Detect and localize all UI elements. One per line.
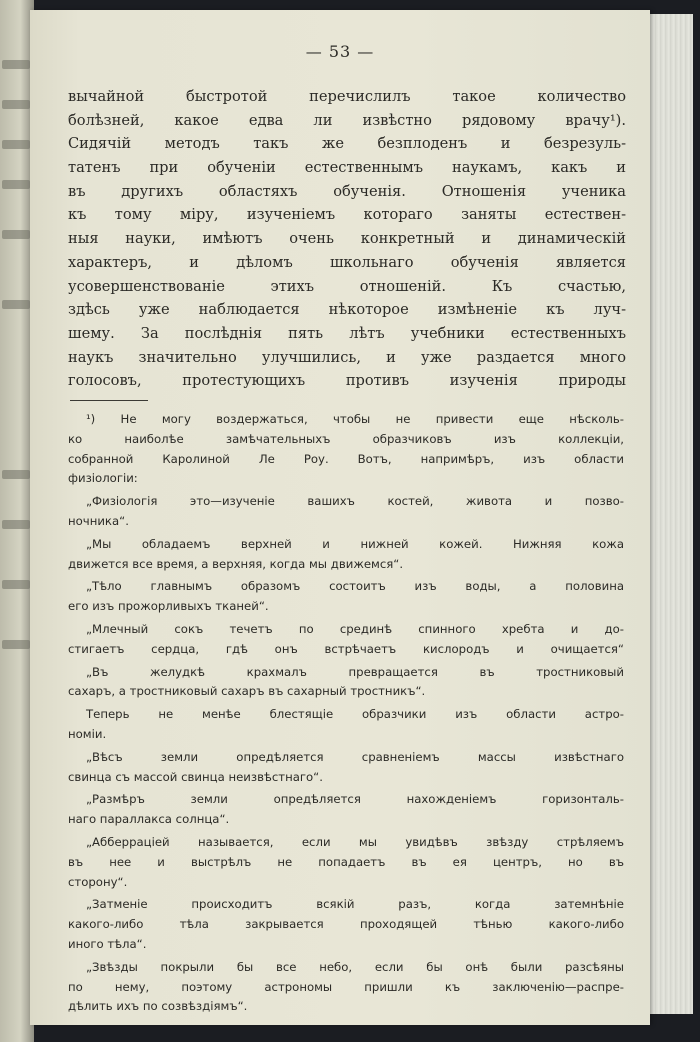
facing-page-text-fragment: [2, 230, 30, 239]
footnote-line: свинца съ массой свинца неизвѣстнаго“.: [68, 769, 323, 784]
facing-page-text-fragment: [2, 140, 30, 149]
footnote-line: „Млечный сокъ течетъ по срединѣ спинного хребта и до-: [86, 621, 624, 636]
facing-page-text-fragment: [2, 60, 30, 69]
text-line: татенъ при обученіи естественнымъ наукамъ, какъ и: [68, 159, 626, 177]
facing-page-text-fragment: [2, 580, 30, 589]
text-line: вычайной быстротой перечислилъ такое количество: [68, 88, 626, 105]
footnote-line: сторону“.: [68, 874, 128, 889]
footnote-line: „Затменіе происходитъ всякій разъ, когда затемнѣніе: [86, 897, 624, 912]
footnote-line: „Вѣсъ земли опредѣляется сравненіемъ массы извѣстнаго: [86, 749, 624, 764]
footnote-line: „Тѣло главнымъ образомъ состоитъ изъ воды, а половина: [86, 579, 624, 594]
facing-page-text-fragment: [2, 300, 30, 309]
footnote-line: ¹) Не могу воздержаться, чтобы не привести еще нѣсколь-: [86, 412, 624, 426]
footnote-line: дѣлить ихъ по созвѣздіямъ“.: [68, 999, 248, 1014]
footnote-line: ко наиболѣе замѣчательныхъ образчиковъ изъ коллекціи,: [68, 431, 624, 446]
main-text: [68, 85, 626, 393]
facing-page-text-fragment: [2, 180, 30, 189]
footnote-line: „Размѣръ земли опредѣляется нахожденіемъ горизонталь-: [86, 792, 624, 807]
footnote-separator: [70, 400, 148, 401]
footnote-block: [68, 410, 624, 1017]
text-line: къ тому міру, изученіемъ котораго заняты естествен-: [68, 206, 626, 224]
footnote-line: стигаетъ сердца, гдѣ онъ встрѣчаетъ кислородъ и очищается“: [68, 641, 624, 656]
facing-page-text-fragment: [2, 520, 30, 529]
footnote-line: „Мы обладаемъ верхней и нижней кожей. Нижняя кожа: [86, 536, 624, 551]
footnote-line: сахаръ, а тростниковый сахаръ въ сахарный тростникъ“.: [68, 684, 426, 699]
text-line: наукъ значительно улучшились, и уже раздается много: [68, 348, 626, 366]
facing-page-text-fragment: [2, 640, 30, 649]
footnote-line: „Физіологія это—изученіе вашихъ костей, живота и позво-: [86, 494, 624, 509]
footnote-line: „Въ желудкѣ крахмалъ превращается въ тростниковый: [86, 664, 624, 679]
footnote-line: физіологіи:: [68, 471, 138, 486]
footnote-line: въ нее и выстрѣлъ не попадаетъ въ ея центръ, но въ: [68, 854, 624, 869]
footnote-line: иного тѣла“.: [68, 936, 147, 951]
text-line: усовершенствованіе этихъ отношеній. Къ счастью,: [68, 277, 626, 295]
text-line: здѣсь уже наблюдается нѣкоторое измѣненіе къ луч-: [68, 301, 626, 319]
footnote-line: какого-либо тѣла закрывается проходящей тѣнью какого-либо: [68, 917, 624, 932]
footnote-line: Теперь не менѣе блестящіе образчики изъ области астро-: [86, 707, 624, 722]
footnote-line: „Звѣзды покрыли бы все небо, если бы онѣ были разсѣяны: [86, 959, 624, 974]
footnote-line: по нему, поэтому астрономы пришли къ заключенію—распре-: [68, 979, 624, 994]
footnote-line: наго параллакса солнца“.: [68, 812, 230, 827]
footnote-line: номіи.: [68, 726, 107, 741]
text-line: характеръ, и дѣломъ школьнаго обученія является: [68, 253, 626, 271]
facing-page-text-fragment: [2, 470, 30, 479]
text-line: Сидячій методъ такъ же безплоденъ и безрезуль-: [68, 135, 626, 153]
text-line: голосовъ, протестующихъ противъ изученія природы: [68, 372, 626, 390]
footnote-line: ночника“.: [68, 513, 129, 528]
facing-page-text-fragment: [2, 100, 30, 109]
footnote-line: движется все время, а верхняя, когда мы движемся“.: [68, 556, 404, 571]
text-line: въ другихъ областяхъ обученія. Отношенія ученика: [68, 182, 626, 200]
footnote-line: его изъ прожорливыхъ тканей“.: [68, 599, 269, 614]
book-page: [30, 10, 650, 1025]
footnote-line: собранной Каролиной Ле Роу. Вотъ, напримѣръ, изъ области: [68, 451, 624, 466]
text-line: шему. За послѣднія пять лѣтъ учебники естественныхъ: [68, 324, 626, 342]
facing-page-edge: [0, 0, 34, 1042]
footnote-line: „Абберраціей называется, если мы увидѣвъ звѣзду стрѣляемъ: [86, 834, 624, 849]
page-number: — 53 —: [305, 42, 375, 61]
text-line: ныя науки, имѣютъ очень конкретный и динамическій: [68, 230, 626, 248]
text-line: болѣзней, какое едва ли извѣстно рядовому врачу¹).: [68, 111, 626, 129]
